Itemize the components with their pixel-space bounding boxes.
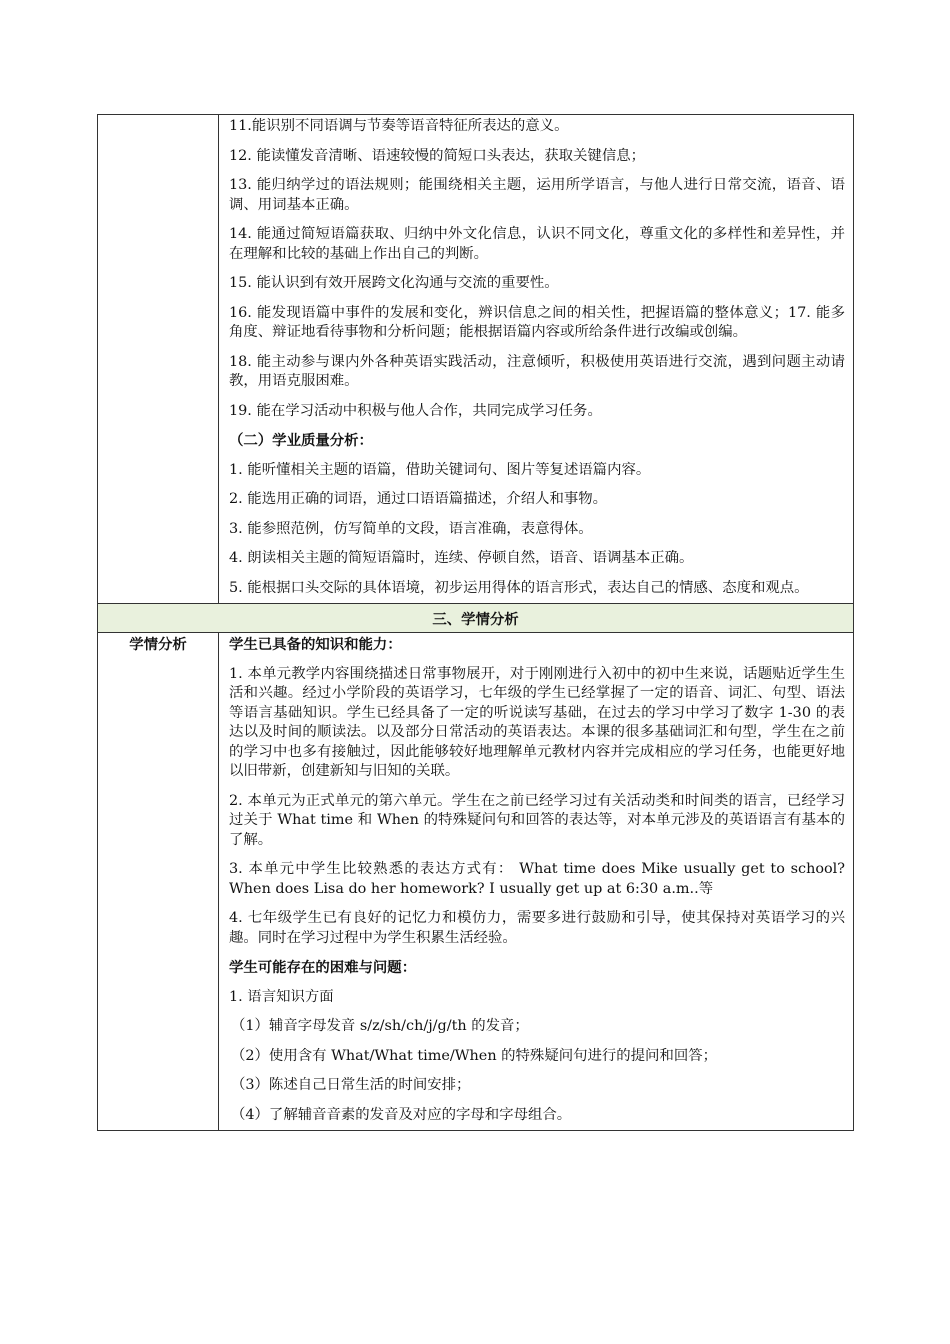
difficulty-item: （3）陈述自己日常生活的时间安排； [231, 1077, 471, 1093]
goals-content-cell [219, 115, 854, 604]
goal-item: 13. 能归纳学过的语法规则；能围绕相关主题，运用所学语言，与他人进行日常交流，语音、语调、用词基本正确。 [229, 177, 845, 213]
quality-item: 4. 朗读相关主题的简短语篇时，连续、停顿自然，语音、语调基本正确。 [229, 550, 694, 566]
section-header-row [98, 604, 854, 633]
goal-item: 19. 能在学习活动中积极与他人合作，共同完成学习任务。 [229, 402, 602, 419]
goal-item: 15. 能认识到有效开展跨文化沟通与交流的重要性。 [229, 275, 559, 291]
goal-item: 18. 能主动参与课内外各种英语实践活动，注意倾听，积极使用英语进行交流，遇到问题主动请教，用语克服困难。 [229, 353, 845, 389]
quality-item: 2. 能选用正确的词语，通过口语语篇描述，介绍人和事物。 [229, 491, 608, 507]
quality-item: 1. 能听懂相关主题的语篇，借助关键词句、图片等复述语篇内容。 [229, 461, 651, 478]
known-item: 3. 本单元中学生比较熟悉的表达方式有： What time does Mike usually get to school? When does Lisa do her homework? I usually get up at 6:30 a.m..等 [229, 861, 845, 897]
known-item: 4. 七年级学生已有良好的记忆力和模仿力，需要多进行鼓励和引导，使其保持对英语学习的兴趣。同时在学习过程中为学生积累生活经验。 [229, 910, 845, 946]
goal-item: 11.能识别不同语调与节奏等语音特征所表达的意义。 [229, 118, 569, 134]
lesson-plan-table [97, 114, 854, 1131]
goals-label-cell [98, 115, 219, 604]
known-item: 1. 本单元教学内容围绕描述日常事物展开，对于刚刚进行入初中的初中生来说，话题贴近学生生活和兴趣。经过小学阶段的英语学习，七年级的学生已经掌握了一定的语音、词汇、句型、语法等语言基础知识。学生已经具备了一定的听说读写基础，在过去的学习中学习了数字 1-30 的表达以及时间的顺读法。以及部分日常活动的英语表达。本课的很多基础词汇和句型，学生在之前的学习中也多有接触过，因此能够较好地理解单元教材内容并完成相应的学习任务，也能更好地以旧带新，创建新知与旧知的关联。 [229, 665, 845, 779]
difficulty-item: （1）辅音字母发音 s/z/sh/ch/j/g/th 的发音； [231, 1018, 529, 1034]
quality-item: 3. 能参照范例，仿写简单的文段，语言准确，表意得体。 [229, 520, 593, 537]
quality-item: 5. 能根据口头交际的具体语境，初步运用得体的语言形式，表达自己的情感、态度和观点。 [229, 579, 809, 596]
difficulty-item: 1. 语言知识方面 [229, 988, 334, 1005]
difficulty-item: （2）使用含有 What/What time/When 的特殊疑问句进行的提问和回答； [231, 1047, 718, 1064]
known-item: 2. 本单元为正式单元的第六单元。学生在之前已经学习过有关活动类和时间类的语言，已经学习过关于 What time 和 When 的特殊疑问句和回答的表达等，对本单元涉及的英语语言有基本的了解。 [229, 792, 845, 848]
known-heading: 学生已具备的知识和能力： [229, 636, 402, 653]
goal-item: 12. 能读懂发音清晰、语速较慢的简短口头表达，获取关键信息； [229, 147, 646, 164]
goals-row [98, 115, 854, 604]
goal-item: 16. 能发现语篇中事件的发展和变化，辨识信息之间的相关性，把握语篇的整体意义；17. 能多角度、辩证地看待事物和分析问题；能根据语篇内容或所给条件进行改编或创编。 [229, 304, 845, 340]
learner-analysis-row [98, 633, 854, 1131]
quality-heading: （二）学业质量分析： [229, 432, 373, 449]
difficulty-heading: 学生可能存在的困难与问题： [229, 959, 417, 976]
goal-item: 14. 能通过简短语篇获取、归纳中外文化信息，认识不同文化，尊重文化的多样性和差异性，并在理解和比较的基础上作出自己的判断。 [229, 226, 845, 262]
section-title: 三、学情分析 [98, 604, 854, 633]
learner-analysis-label: 学情分析 [98, 633, 219, 1131]
learner-analysis-content-cell [219, 633, 854, 1131]
difficulty-item: （4）了解辅音音素的发音及对应的字母和字母组合。 [231, 1106, 572, 1123]
